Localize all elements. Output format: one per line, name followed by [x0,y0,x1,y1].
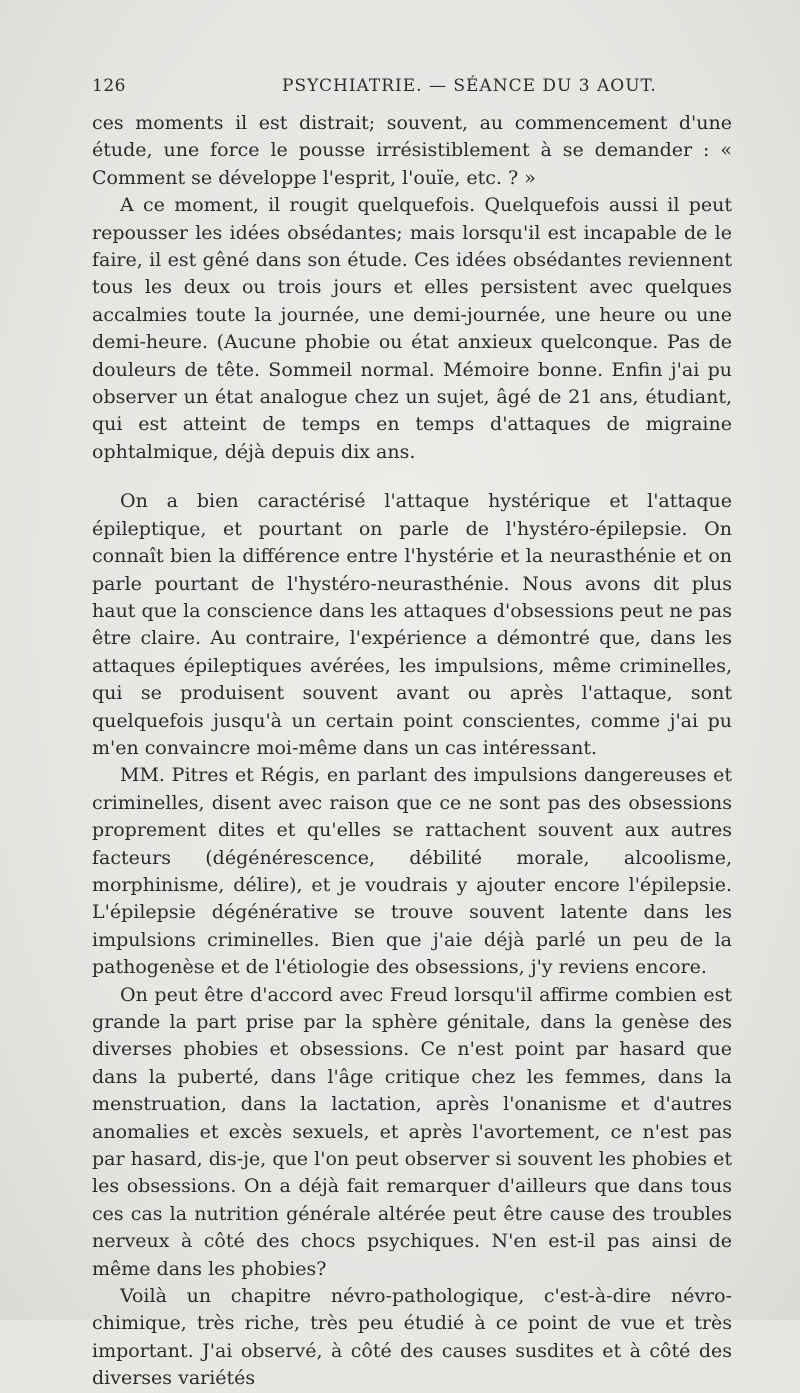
running-head: PSYCHIATRIE. — SÉANCE DU 3 AOUT. [282,76,657,96]
paragraph-6: Voilà un chapitre névro-pathologique, c'est-à-dire névro-chimique, très riche, très peu étudié à ce point de vue et très important. J'ai observé, à côté des causes susdites et à côté des diverses variétés [92,1285,732,1390]
paragraph-3: On a bien caractérisé l'attaque hystérique et l'attaque épileptique, et pourtant on parle de l'hystéro-épilepsie. On connaît bien la différence entre l'hystérie et la neurasthénie et on parle pourtant de l'hystéro-neurasthénie. Nous avons dit plus haut que la conscience dans les attaques d'obsessions peut ne pas être claire. Au contraire, l'expérience a démontré que, dans les attaques épileptiques avérées, les impulsions, même criminelles, qui se produisent souvent avant ou après l'attaque, sont quelquefois jusqu'à un certain point conscientes, comme j'ai pu m'en convaincre moi-même dans un cas intéressant. [92,490,732,759]
body-text [92,110,732,1393]
paragraph-2: A ce moment, il rougit quelquefois. Quelquefois aussi il peut repousser les idées obsédantes; mais lorsqu'il est incapable de le faire, il est gêné dans son étude. Ces idées obsédantes reviennent tous les deux ou trois jours et elles persistent avec quelques accalmies toute la journée, une demi-journée, une heure ou une demi-heure. (Aucune phobie ou état anxieux quelconque. Pas de douleurs de tête. Sommeil normal. Mémoire bonne. Enfin j'ai pu observer un état analogue chez un sujet, âgé de 21 ans, étudiant, qui est atteint de temps en temps d'attaques de migraine ophtalmique, déjà depuis dix ans. [92,194,732,463]
page-header [92,76,732,100]
paragraph-5: On peut être d'accord avec Freud lorsqu'il affirme combien est grande la part prise par la sphère génitale, dans la genèse des diverses phobies et obsessions. Ce n'est point par hasard que dans la puberté, dans l'âge critique chez les femmes, dans la menstruation, dans la lactation, après l'onanisme et d'autres anomalies et excès sexuels, et après l'avortement, ce n'est pas par hasard, dis-je, que l'on peut observer si souvent les phobies et les obsessions. On a déjà fait remarquer d'ailleurs que dans tous ces cas la nutrition générale altérée peut être cause des troubles nerveux à côté des chocs psychiques. N'en est-il pas ainsi de même dans les phobies? [92,983,732,1280]
page-number: 126 [92,76,126,96]
paragraph-4: MM. Pitres et Régis, en parlant des impulsions dangereuses et criminelles, disent avec raison que ce ne sont pas des obsessions proprement dites et qu'elles se rattachent souvent aux autres facteurs (dégénérescence, débilité morale, alcoolisme, morphinisme, délire), et je voudrais y ajouter encore l'épilepsie. L'épilepsie dégénérative se trouve souvent latente dans les impulsions criminelles. Bien que j'aie déjà parlé un peu de la pathogenèse et de l'étiologie des obsessions, j'y reviens encore. [92,764,732,979]
paragraph-1: ces moments il est distrait; souvent, au commencement d'une étude, une force le pousse irrésistiblement à se demander : « Comment se développe l'esprit, l'ouïe, etc. ? » [92,112,732,189]
